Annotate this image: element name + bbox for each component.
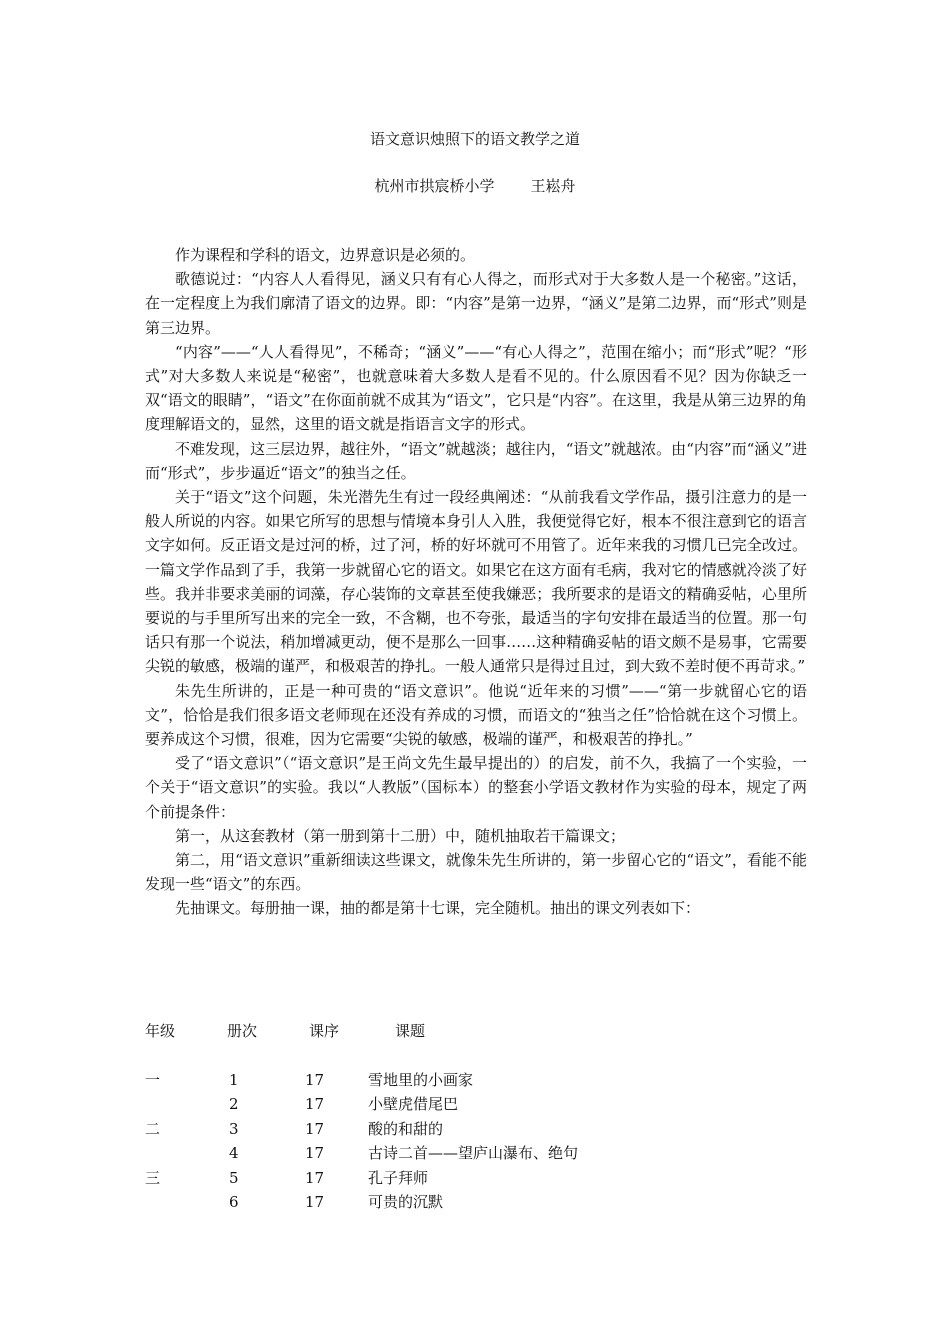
cell-order: 17 (305, 1168, 325, 1187)
cell-title: 可贵的沉默 (368, 1193, 444, 1211)
cell-volume: 6 (229, 1193, 239, 1211)
paragraph: 受了“语文意识”（“语文意识”是王尚文先生最早提出的）的启发，前不久，我搞了一个实验，一个关于“语文意识”的实验。我以“人教版”（国标本）的整套小学语文教材作为实验的母本，规定了两个前提条件： (145, 754, 807, 821)
cell-order: 17 (305, 1119, 325, 1138)
paragraph: “内容”——“人人看得见”，不稀奇；“涵义”——“有心人得之”，范围在缩小；而“形式”呢？“形式”对大多数人来说是“秘密”，也就意味着大多数人是看不见的。什么原因看不见？因为你缺乏一双“语文的眼睛”，“语文”在你面前就不成其为“语文”，它只是“内容”。在这里，我是从第三边界的角度理解语文的，显然，这里的语文就是指语言文字的形式。 (145, 342, 807, 434)
author-name: 王崧舟 (530, 177, 576, 195)
cell-volume: 5 (229, 1168, 239, 1187)
header-order: 课序 (309, 1022, 340, 1040)
paragraph: 先抽课文。每册抽一课，抽的都是第十七课，完全随机。抽出的课文列表如下： (175, 899, 701, 918)
cell-order: 17 (305, 1095, 325, 1113)
header-volume: 册次 (227, 1022, 258, 1040)
document-title: 语文意识烛照下的语文教学之道 (369, 130, 580, 148)
cell-volume: 4 (229, 1144, 239, 1162)
cell-title: 酸的和甜的 (368, 1119, 444, 1138)
paragraph: 不难发现，这三层边界，越往外，“语文”就越淡；越往内，“语文”就越浓。由“内容”而“涵义”进而“形式”，步步逼近“语文”的独当之任。 (145, 439, 807, 482)
cell-grade: 二 (145, 1119, 161, 1138)
cell-volume: 2 (229, 1095, 239, 1113)
paragraph: 作为课程和学科的语文，边界意识是必须的。 (175, 246, 476, 264)
cell-title: 古诗二首——望庐山瀑布、绝句 (368, 1144, 579, 1162)
paragraph: 第二，用“语文意识”重新细读这些课文，就像朱先生所讲的，第一步留心它的“语文”，看能不能发现一些“语文”的东西。 (145, 851, 807, 894)
paragraph: 关于“语文”这个问题，朱光潜先生有过一段经典阐述：“从前我看文学作品，摄引注意力的是一般人所说的内容。如果它所写的思想与情境本身引人入胜，我便觉得它好，根本不很注意到它的语言文字如何。反正语文是过河的桥，过了河，桥的好坏就可不用管了。近年来我的习惯几已完全改过。一篇文学作品到了手，我第一步就留心它的语文。如果它在这方面有毛病，我对它的情感就冷淡了好些。我并非要求美丽的词藻，存心装饰的文章甚至使我嫌恶；我所要求的是语文的精确妥帖，心里所要说的与手里所写出来的完全一致，不含糊，也不夸张，最适当的字句安排在最适当的位置。那一句话只有那一个说法，稍加增减更动，便不是那么一回事……这种精确妥帖的语文颇不是易事，它需要尖锐的敏感，极端的谨严，和极艰苦的挣扎。一般人通常只是得过且过，到大致不差时便不再苛求。” (145, 488, 807, 676)
paragraph: 第一，从这套教材（第一册到第十二册）中，随机抽取若干篇课文； (175, 826, 626, 845)
cell-title: 小壁虎借尾巴 (368, 1095, 459, 1113)
author-line (0, 175, 950, 196)
header-grade: 年级 (145, 1022, 176, 1040)
cell-volume: 3 (229, 1119, 239, 1138)
paragraph: 歌德说过：“内容人人看得见，涵义只有有心人得之，而形式对于大多数人是一个秘密。”这话，在一定程度上为我们廓清了语文的边界。即：“内容”是第一边界，“涵义”是第二边界，而“形式”则是第三边界。 (145, 270, 807, 337)
cell-order: 17 (305, 1193, 325, 1211)
author-school: 杭州市拱宸桥小学 (374, 177, 495, 195)
header-title: 课题 (395, 1022, 426, 1040)
cell-title: 雪地里的小画家 (368, 1070, 474, 1089)
cell-grade: 一 (145, 1070, 161, 1089)
paragraph: 朱先生所讲的，正是一种可贵的“语文意识”。他说“近年来的习惯”——“第一步就留心它的语文”，恰恰是我们很多语文老师现在还没有养成的习惯，而语文的“独当之任”恰恰就在这个习惯上。要养成这个习惯，很难，因为它需要“尖锐的敏感，极端的谨严，和极艰苦的挣扎。” (145, 681, 807, 749)
cell-title: 孔子拜师 (368, 1168, 429, 1187)
body-text (145, 243, 807, 921)
cell-order: 17 (305, 1144, 325, 1162)
cell-volume: 1 (229, 1070, 239, 1089)
cell-order: 17 (305, 1070, 325, 1089)
cell-grade: 三 (145, 1168, 161, 1187)
